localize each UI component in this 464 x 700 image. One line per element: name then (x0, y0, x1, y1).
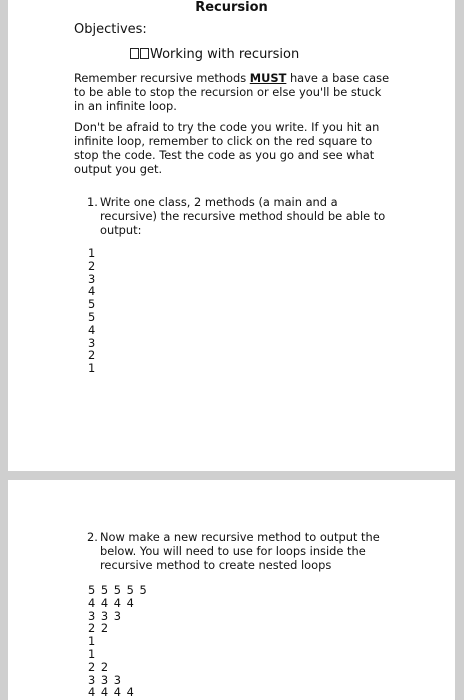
base-case-paragraph (74, 71, 394, 113)
output-line: 3 (88, 335, 97, 350)
output-line: 4 (88, 284, 97, 299)
checkbox-icon (140, 48, 149, 59)
page-title: Recursion (195, 0, 268, 15)
task-2 (87, 530, 387, 572)
output-line: 4 4 4 4 (88, 595, 135, 610)
output-line: 4 (88, 322, 97, 337)
output-line: 5 (88, 297, 97, 312)
output-line: 4 4 4 4 (88, 685, 135, 700)
objectives-heading: Objectives: (74, 22, 147, 37)
task-text: Write one class, 2 methods (a main and a recursive) the recursive method should be able to output: (100, 195, 386, 237)
task-text: Now make a new recursive method to output the below. You will need to use for loops inside the recursive method to create nested loops (100, 530, 380, 572)
output-line: 3 (88, 271, 97, 286)
task-1 (87, 195, 387, 237)
output-line: 1 (88, 361, 97, 376)
objective-item (130, 47, 299, 62)
paragraph-text: have a base case to be able to stop the recursion or else you'll be stuck in an infinite loop. (74, 71, 390, 113)
objective-item-text: Working with recursion (150, 47, 300, 62)
output-line: 5 (88, 309, 97, 324)
document-page-1 (8, 0, 455, 471)
output-line: 2 2 (88, 659, 110, 674)
output-line: 2 (88, 258, 97, 273)
output-line: 3 3 3 (88, 608, 122, 623)
task-2-output (88, 584, 148, 699)
task-number: 2. (87, 530, 98, 544)
output-line: 5 5 5 5 5 (88, 583, 148, 597)
output-line: 2 (88, 348, 97, 363)
output-line: 1 (88, 646, 97, 661)
output-line: 3 3 3 (88, 672, 122, 687)
paragraph-text: Remember recursive methods (74, 71, 250, 85)
output-line: 1 (88, 246, 97, 260)
testing-paragraph: Don't be afraid to try the code you write. If you hit an infinite loop, remember to click on the red square to stop the code. Test the code as you go and see what output you get. (74, 120, 380, 176)
document-page-2 (8, 480, 455, 700)
task-number: 1. (87, 195, 98, 209)
output-line: 2 2 (88, 621, 110, 636)
task-1-output (88, 247, 96, 375)
emphasis-text: MUST (249, 71, 287, 85)
checkbox-icon (130, 48, 139, 59)
output-line: 1 (88, 634, 97, 649)
